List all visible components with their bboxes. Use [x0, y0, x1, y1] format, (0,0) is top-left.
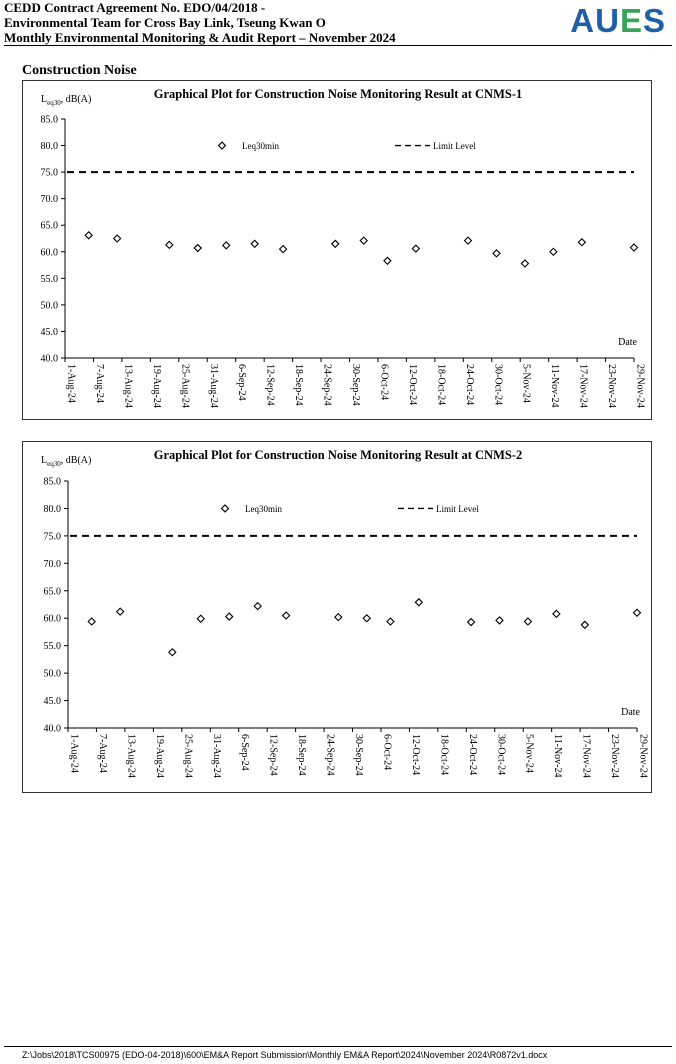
y-tick-label: 55.0: [40, 273, 58, 285]
legend-diamond-marker: [219, 142, 226, 149]
section-title: Construction Noise: [22, 63, 137, 78]
data-point: [384, 257, 391, 264]
logo-letter: E: [619, 2, 643, 39]
x-tick-label: 13-Aug-24: [122, 364, 134, 408]
y-tick-label: 75.0: [40, 167, 58, 179]
data-point: [521, 260, 528, 267]
y-tick-label: 45.0: [43, 696, 61, 708]
data-point: [524, 618, 531, 625]
x-tick-label: 23-Nov-24: [606, 364, 618, 408]
y-tick-label: 70.0: [43, 558, 61, 570]
x-tick-label: 24-Sep-24: [321, 364, 333, 406]
x-tick-label: 24-Oct-24: [463, 364, 475, 406]
data-point: [85, 232, 92, 239]
data-point: [363, 615, 370, 622]
legend-series-label: Leq30min: [242, 141, 279, 152]
y-axis-label-unit: , dB(A): [60, 455, 92, 466]
y-tick-label: 60.0: [40, 247, 58, 259]
header-line-1: CEDD Contract Agreement No. EDO/04/2018 -: [4, 0, 266, 15]
y-axis-label-unit: , dB(A): [60, 94, 92, 105]
header-divider: [4, 45, 672, 46]
x-tick-label: 30-Oct-24: [495, 734, 507, 776]
x-tick-label: 29-Nov-24: [634, 364, 646, 408]
logo-letter: U: [595, 2, 620, 39]
data-point: [254, 603, 261, 610]
chart-title: Graphical Plot for Construction Noise Monitoring Result at CNMS-1: [153, 87, 523, 101]
file-path-footer: Z:\Jobs\2018\TCS00975 (EDO-04-2018)\600\EM&A Report Submission\Monthly EM&A Report\2024\November 2024\R0872v1.docx: [22, 1050, 548, 1060]
header-line-3: Monthly Environmental Monitoring & Audit Report – November 2024: [4, 30, 396, 45]
x-axis-title: Date: [621, 707, 640, 718]
y-tick-label: 70.0: [40, 194, 58, 206]
x-tick-label: 30-Oct-24: [492, 364, 504, 406]
data-point: [169, 649, 176, 656]
y-tick-label: 40.0: [40, 353, 58, 365]
legend-limit-label: Limit Level: [433, 141, 476, 152]
x-tick-label: 18-Sep-24: [293, 364, 305, 406]
x-tick-label: 17-Nov-24: [577, 364, 589, 408]
y-axis-label-main: L: [41, 94, 48, 105]
x-tick-label: 11-Nov-24: [549, 364, 561, 408]
y-tick-label: 85.0: [40, 114, 58, 126]
y-tick-label: 75.0: [43, 531, 61, 543]
data-point: [415, 599, 422, 606]
chart-cnms-2: [22, 441, 652, 793]
y-tick-label: 40.0: [43, 723, 61, 735]
aues-logo: [570, 2, 666, 40]
x-tick-label: 12-Sep-24: [267, 734, 279, 776]
data-point: [117, 608, 124, 615]
x-tick-label: 18-Oct-24: [435, 364, 447, 406]
y-tick-label: 80.0: [43, 503, 61, 515]
data-point: [223, 242, 230, 249]
x-tick-label: 31-Aug-24: [210, 734, 222, 778]
x-tick-label: 12-Sep-24: [264, 364, 276, 406]
logo-letter: S: [642, 2, 666, 39]
data-point: [335, 614, 342, 621]
chart-cnms-2-svg: [23, 442, 651, 792]
y-tick-label: 55.0: [43, 641, 61, 653]
x-tick-label: 25-Aug-24: [179, 364, 191, 408]
x-tick-label: 6-Sep-24: [239, 734, 251, 771]
data-point: [387, 618, 394, 625]
y-tick-label: 50.0: [40, 300, 58, 312]
data-point: [465, 237, 472, 244]
data-point: [550, 248, 557, 255]
x-tick-label: 6-Oct-24: [381, 734, 393, 771]
x-tick-label: 6-Sep-24: [236, 364, 248, 401]
y-axis-label-sub: eq30: [47, 99, 61, 107]
x-tick-label: 13-Aug-24: [125, 734, 137, 778]
x-tick-label: 19-Aug-24: [153, 734, 165, 778]
x-tick-label: 18-Oct-24: [438, 734, 450, 776]
legend-series-label: Leq30min: [245, 503, 282, 514]
data-point: [631, 244, 638, 251]
x-axis-title: Date: [618, 337, 637, 348]
x-tick-label: 25-Aug-24: [182, 734, 194, 778]
logo-letter: A: [570, 2, 596, 39]
x-tick-label: 23-Nov-24: [609, 734, 621, 778]
x-tick-label: 12-Oct-24: [409, 734, 421, 776]
data-point: [496, 617, 503, 624]
chart-cnms-1: [22, 80, 652, 420]
x-tick-label: 31-Aug-24: [207, 364, 219, 408]
data-point: [332, 240, 339, 247]
chart-title: Graphical Plot for Construction Noise Monitoring Result at CNMS-2: [153, 448, 523, 462]
y-tick-label: 65.0: [43, 586, 61, 598]
x-tick-label: 1-Aug-24: [65, 364, 77, 403]
x-tick-label: 5-Nov-24: [523, 734, 535, 773]
x-tick-label: 11-Nov-24: [552, 734, 564, 778]
data-point: [197, 615, 204, 622]
data-point: [226, 613, 233, 620]
x-tick-label: 6-Oct-24: [378, 364, 390, 401]
data-point: [251, 240, 258, 247]
data-point: [468, 619, 475, 626]
y-tick-label: 85.0: [43, 476, 61, 488]
x-tick-label: 5-Nov-24: [520, 364, 532, 403]
data-point: [493, 250, 500, 257]
x-tick-label: 17-Nov-24: [580, 734, 592, 778]
legend-limit-label: Limit Level: [436, 503, 479, 514]
x-tick-label: 24-Sep-24: [324, 734, 336, 776]
x-tick-label: 12-Oct-24: [406, 364, 418, 406]
data-point: [114, 235, 121, 242]
legend-diamond-marker: [222, 505, 229, 512]
y-tick-label: 45.0: [40, 326, 58, 338]
data-point: [412, 245, 419, 252]
data-point: [280, 246, 287, 253]
y-tick-label: 80.0: [40, 141, 58, 153]
x-tick-label: 18-Sep-24: [296, 734, 308, 776]
data-point: [194, 245, 201, 252]
data-point: [553, 610, 560, 617]
x-tick-label: 1-Aug-24: [68, 734, 80, 773]
data-point: [581, 621, 588, 628]
data-point: [166, 241, 173, 248]
y-axis-label: [41, 94, 91, 107]
y-tick-label: 65.0: [40, 220, 58, 232]
y-axis-label-sub: eq30: [47, 460, 61, 468]
y-axis-label-main: L: [41, 455, 48, 466]
data-point: [634, 609, 641, 616]
y-tick-label: 60.0: [43, 613, 61, 625]
report-header: [4, 0, 672, 44]
x-tick-label: 30-Sep-24: [353, 734, 364, 776]
chart-cnms-1-svg: [23, 81, 651, 419]
x-tick-label: 24-Oct-24: [466, 734, 478, 776]
x-tick-label: 29-Nov-24: [637, 734, 649, 778]
x-tick-label: 19-Aug-24: [150, 364, 162, 408]
data-point: [88, 618, 95, 625]
header-line-2: Environmental Team for Cross Bay Link, Tseung Kwan O: [4, 15, 326, 30]
x-tick-label: 7-Aug-24: [93, 364, 105, 403]
footer-divider: [4, 1046, 672, 1047]
y-axis-label: [41, 455, 91, 468]
data-point: [283, 612, 290, 619]
y-tick-label: 50.0: [43, 668, 61, 680]
data-point: [578, 239, 585, 246]
x-tick-label: 7-Aug-24: [96, 734, 108, 773]
x-tick-label: 30-Sep-24: [350, 364, 361, 406]
data-point: [360, 237, 367, 244]
